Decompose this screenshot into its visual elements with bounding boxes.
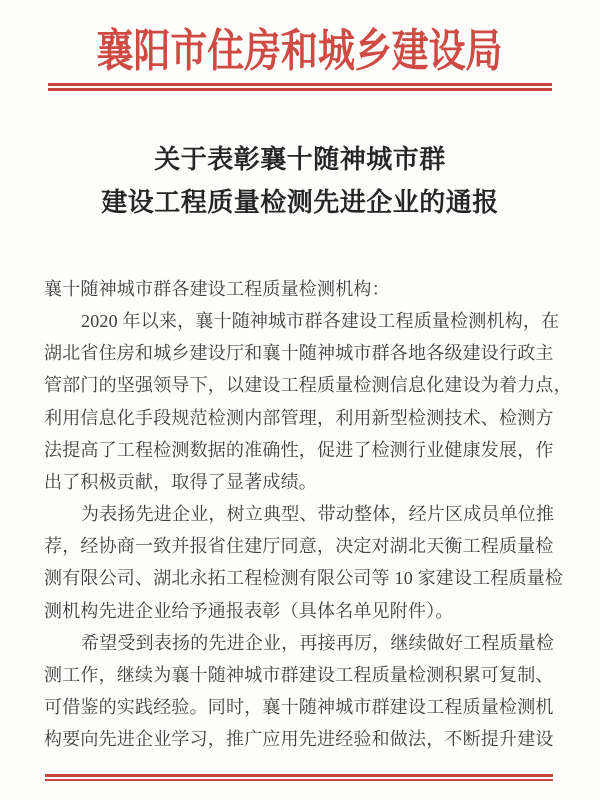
body-line: 测工作，继续为襄十随神城市群建设工程质量检测积累可复制、 (44, 664, 554, 685)
body-line: 2020 年以来，襄十随神城市群各建设工程质量检测机构，在 (81, 311, 560, 332)
body-line: 测机构先进企业给予通报表彰（具体名单见附件）。 (44, 600, 454, 621)
document-title-line-2: 建设工程质量检测先进企业的通报 (101, 188, 499, 217)
body-line: 出了积极贡献，取得了显著成绩。 (44, 471, 317, 492)
paragraph-3 (44, 627, 560, 756)
letterhead (0, 16, 600, 76)
body-line: 法提高了工程检测数据的准确性，促进了检测行业健康发展，作 (44, 439, 554, 460)
body-line: 荐，经协商一致并报省住建厅同意，决定对湖北天衡工程质量检 (44, 536, 554, 557)
body-line: 为表扬先进企业，树立典型、带动整体，经片区成员单位推 (81, 504, 555, 525)
paragraph-1 (44, 305, 572, 498)
body-line: 构要向先进企业学习，推广应用先进经验和做法，不断提升建设 (44, 729, 554, 750)
body-line: 管部门的坚强领导下，以建设工程质量检测信息化建设为着力点， (44, 375, 572, 396)
salutation-paragraph (44, 273, 560, 305)
salutation-line: 襄十随神城市群各建设工程质量检测机构： (44, 279, 390, 299)
body-line: 可借鉴的实践经验。同时，襄十随神城市群建设工程质量检测机 (44, 697, 554, 718)
body-line: 测有限公司、湖北永拓工程检测有限公司等 10 家建设工程质量检 (44, 568, 564, 589)
footer-double-rule (45, 774, 553, 781)
paragraph-2 (44, 498, 564, 627)
body-line: 希望受到表扬的先进企业，再接再厉，继续做好工程质量检 (81, 632, 555, 653)
document-title (0, 138, 600, 224)
document-body (44, 273, 572, 755)
agency-name: 襄阳市住房和城乡建设局 (97, 25, 503, 76)
document-title-line-1: 关于表彰襄十随神城市群 (154, 145, 446, 174)
body-line: 利用信息化手段规范检测内部管理，利用新型检测技术、检测方 (44, 407, 554, 428)
letterhead-double-rule (48, 83, 552, 91)
body-line: 湖北省住房和城乡建设厅和襄十随神城市群各地各级建设行政主 (44, 343, 554, 364)
